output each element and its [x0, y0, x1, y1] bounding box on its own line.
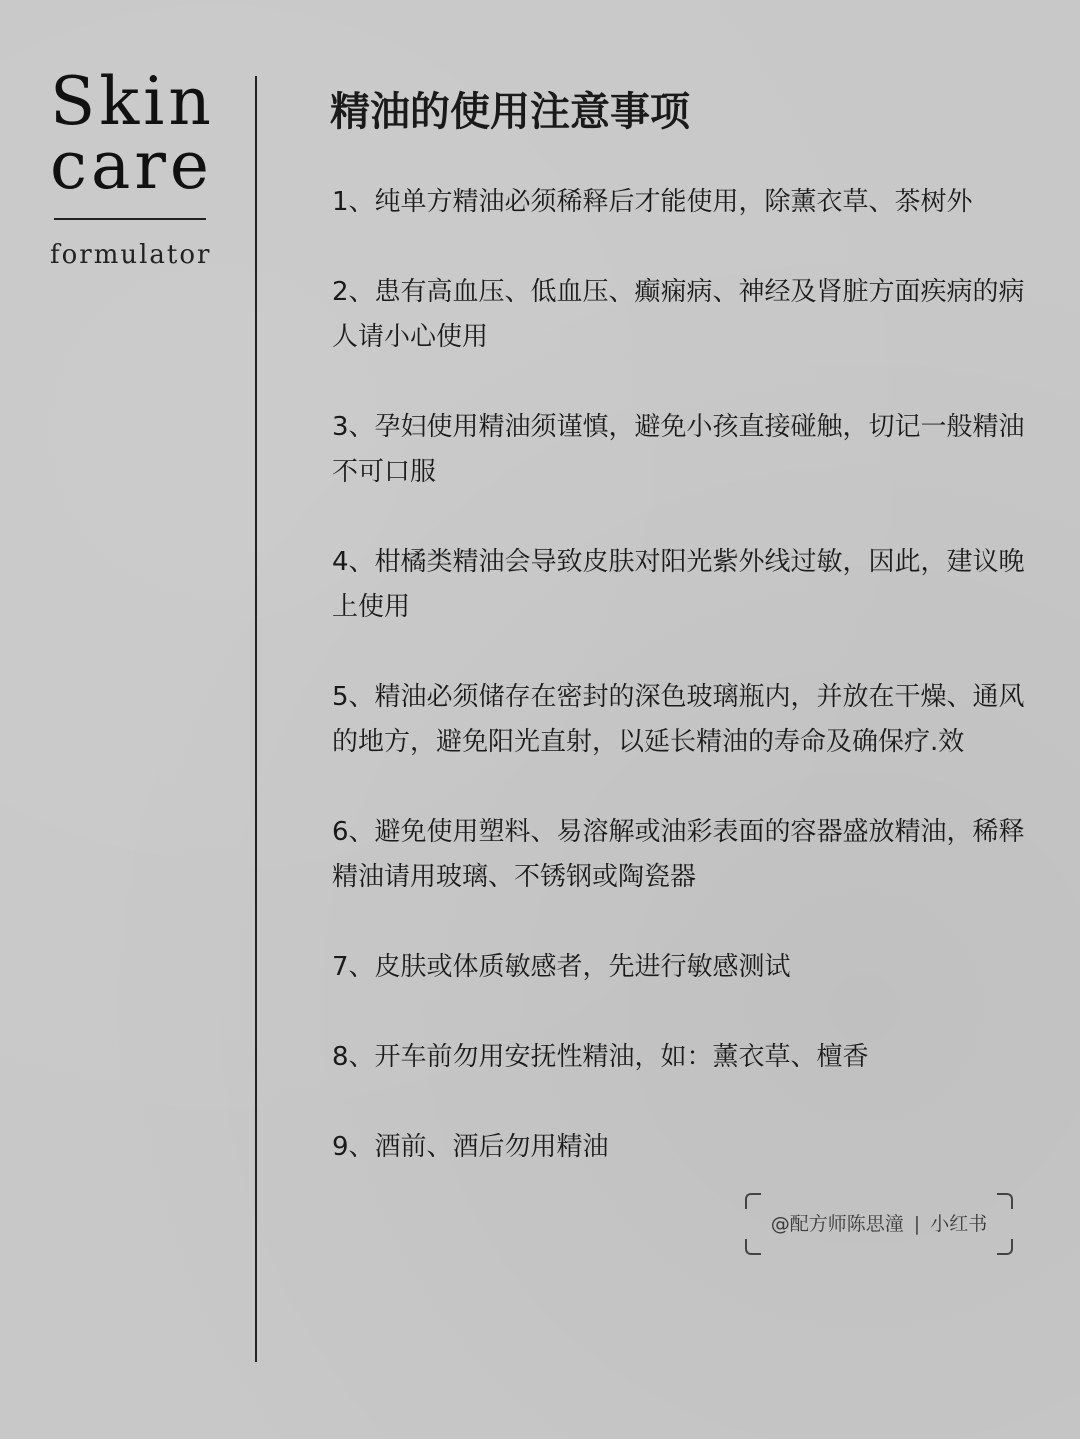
note-item-8: 8、开车前勿用安抚性精油，如：薰衣草、檀香: [332, 1042, 869, 1072]
note-item-9: 9、酒前、酒后勿用精油: [332, 1132, 609, 1162]
watermark-separator: |: [913, 1213, 921, 1235]
brand-subtitle: formulator: [50, 240, 212, 270]
watermark-text: [745, 1193, 1013, 1255]
watermark-platform: 小红书: [930, 1213, 988, 1235]
author-watermark: [745, 1193, 1013, 1255]
note-item-5: 5、精油必须储存在密封的深色玻璃瓶内，并放在干燥、通风的地方，避免阳光直射，以延长精油的寿命及确保疗.效: [332, 682, 1025, 757]
page-title: 精油的使用注意事项: [330, 89, 690, 135]
note-item-7: 7、皮肤或体质敏感者，先进行敏感测试: [332, 952, 791, 982]
vertical-divider: [255, 76, 257, 1362]
brand-line-care: care: [50, 127, 213, 204]
note-item-3: 3、孕妇使用精油须谨慎，避免小孩直接碰触，切记一般精油不可口服: [332, 412, 1025, 487]
brand-logo: [50, 63, 215, 270]
note-item-6: 6、避免使用塑料、易溶解或油彩表面的容器盛放精油，稀释精油请用玻璃、不锈钢或陶瓷器: [332, 817, 1025, 892]
note-item-1: 1、纯单方精油必须稀释后才能使用，除薰衣草、茶树外: [332, 187, 973, 217]
brand-underline: [54, 218, 206, 220]
watermark-author: @配方师陈思潼: [770, 1213, 904, 1235]
note-item-2: 2、患有高血压、低血压、癫痫病、神经及肾脏方面疾病的病人请小心使用: [332, 277, 1025, 352]
note-item-4: 4、柑橘类精油会导致皮肤对阳光紫外线过敏，因此，建议晚上使用: [332, 547, 1025, 622]
brand-line-skin: Skin: [50, 63, 215, 140]
notes-list: [332, 180, 1032, 1215]
